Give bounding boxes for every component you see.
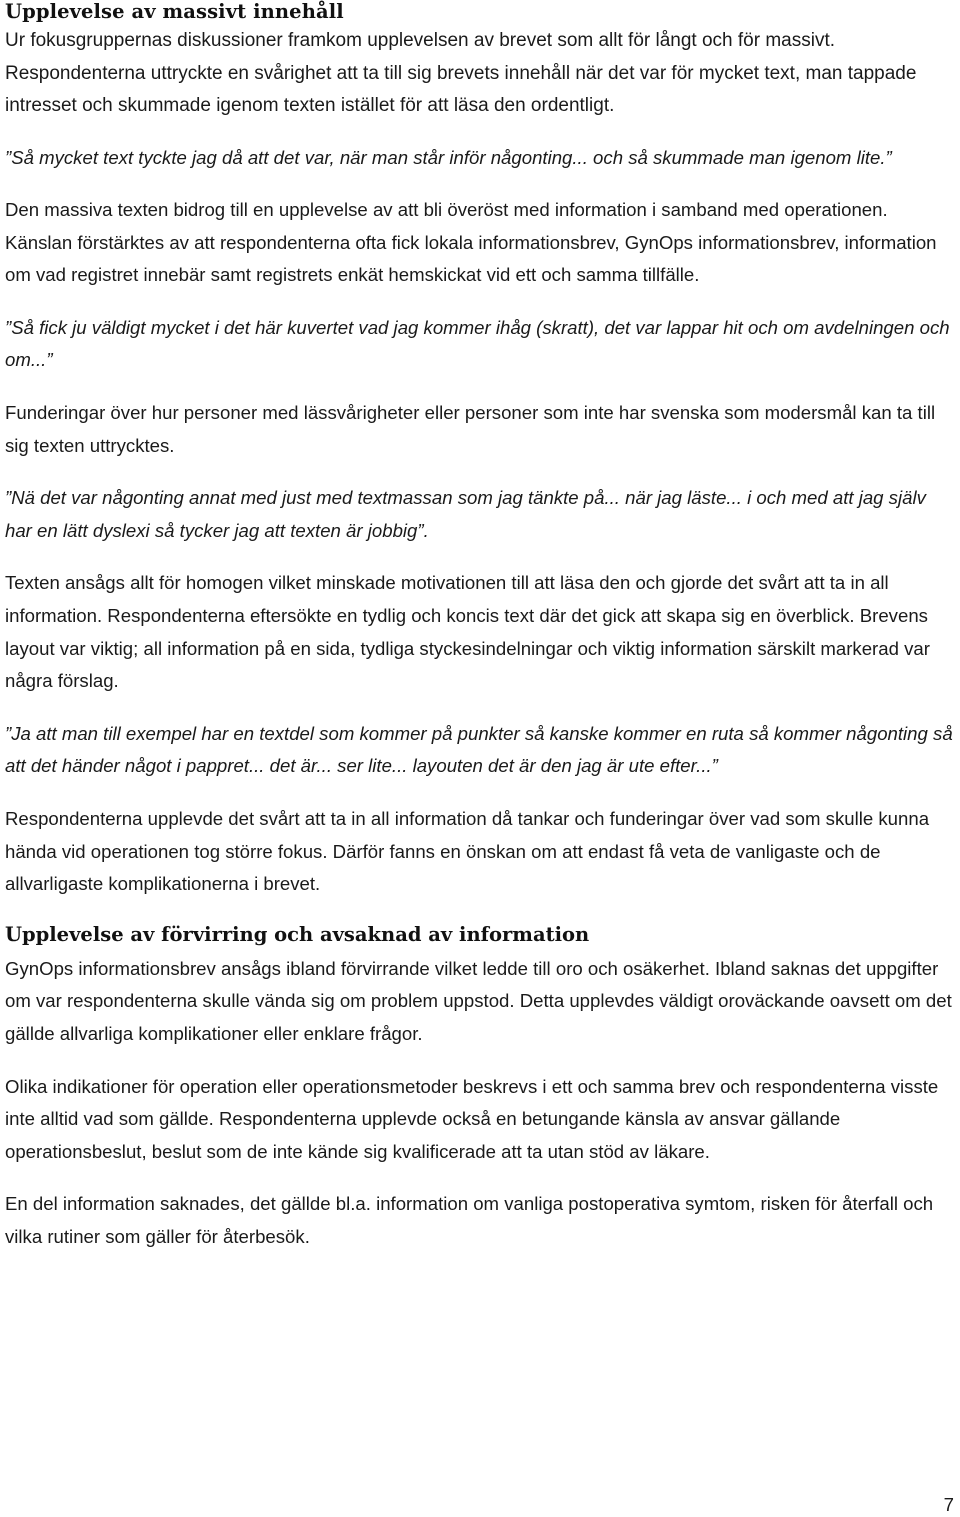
- quote-4: ”Ja att man till exempel har en textdel som kommer på punkter så kanske kommer en ruta så kommer någonting så att det händer något i pappret... det är... ser lite... layouten det är den jag är ute efter...”: [5, 722, 953, 777]
- paragraph-4: Respondenterna upplevde det svårt att ta in all information då tankar och funderingar över vad som skulle kunna hända vid operationen tog större fokus. Därför fanns en önskan om att endast få veta de vanligaste och de allvarligaste komplikationerna i brevet.: [5, 808, 930, 895]
- page-number: 7: [943, 1494, 954, 1515]
- paragraph-7: En del information saknades, det gällde bl.a. information om vanliga postoperativa symtom, risken för återfall och vilka rutiner som gäller för återbesök.: [5, 1193, 934, 1247]
- intro-paragraph: Ur fokusgruppernas diskussioner framkom upplevelsen av brevet som allt för långt och för massivt. Respondenterna uttryckte en svårighet att ta till sig brevets innehåll när det var för mycket text, man tappade intresset och skummade igenom texten istället för att läsa den ordentligt.: [5, 30, 917, 116]
- paragraph-1: Den massiva texten bidrog till en upplevelse av att bli överöst med information i samband med operationen. Känslan förstärktes av att respondenterna ofta fick lokala informationsbrev, GynOps informationsbrev, information om vad registret innebär samt registrets enkät hemskickat vid ett och samma tillfälle.: [5, 199, 937, 286]
- quote-1: ”Så mycket text tyckte jag då att det var, när man står inför någonting... och så skummade man igenom lite.”: [5, 146, 892, 168]
- paragraph-2: Funderingar över hur personer med lässvårigheter eller personer som inte har svenska som modersmål kan ta till sig texten uttrycktes.: [5, 402, 936, 456]
- paragraph-5: GynOps informationsbrev ansågs ibland förvirrande vilket ledde till oro och osäkerhet. Ibland saknas det uppgifter om var respondenterna skulle vända sig om problem uppstod. Detta upplevdes väldigt oroväckande oavsett om det gällde allvarliga komplikationer eller enklare frågor.: [5, 957, 952, 1044]
- section-heading-forvirring: Upplevelse av förvirring och avsaknad av information: [5, 922, 590, 946]
- quote-2: ”Så fick ju väldigt mycket i det här kuvertet vad jag kommer ihåg (skratt), det var lappar hit och om avdelningen och om...”: [5, 316, 950, 371]
- section-heading-massivt-innehall: Upplevelse av massivt innehåll: [5, 0, 344, 23]
- paragraph-3: Texten ansågs allt för homogen vilket minskade motivationen till att läsa den och gjorde det svårt att ta in all information. Respondenterna eftersökte en tydlig och koncis text där det gick att skapa sig en överblick. Brevens layout var viktig; all information på en sida, tydliga styckesindelningar och viktig information särskilt markerad var några förslag.: [5, 572, 930, 692]
- document-page: [5, 0, 957, 1254]
- paragraph-6: Olika indikationer för operation eller operationsmetoder beskrevs i ett och samma brev och respondenterna visste inte alltid vad som gällde. Respondenterna upplevde också en betungande känsla av ansvar gällande operationsbeslut, beslut som de inte kände sig kvalificerade att ta utan stöd av läkare.: [5, 1075, 939, 1162]
- quote-3: ”Nä det var någonting annat med just med textmassan som jag tänkte på... när jag läste... i och med att jag själv har en lätt dyslexi så tycker jag att texten är jobbig”.: [5, 487, 926, 541]
